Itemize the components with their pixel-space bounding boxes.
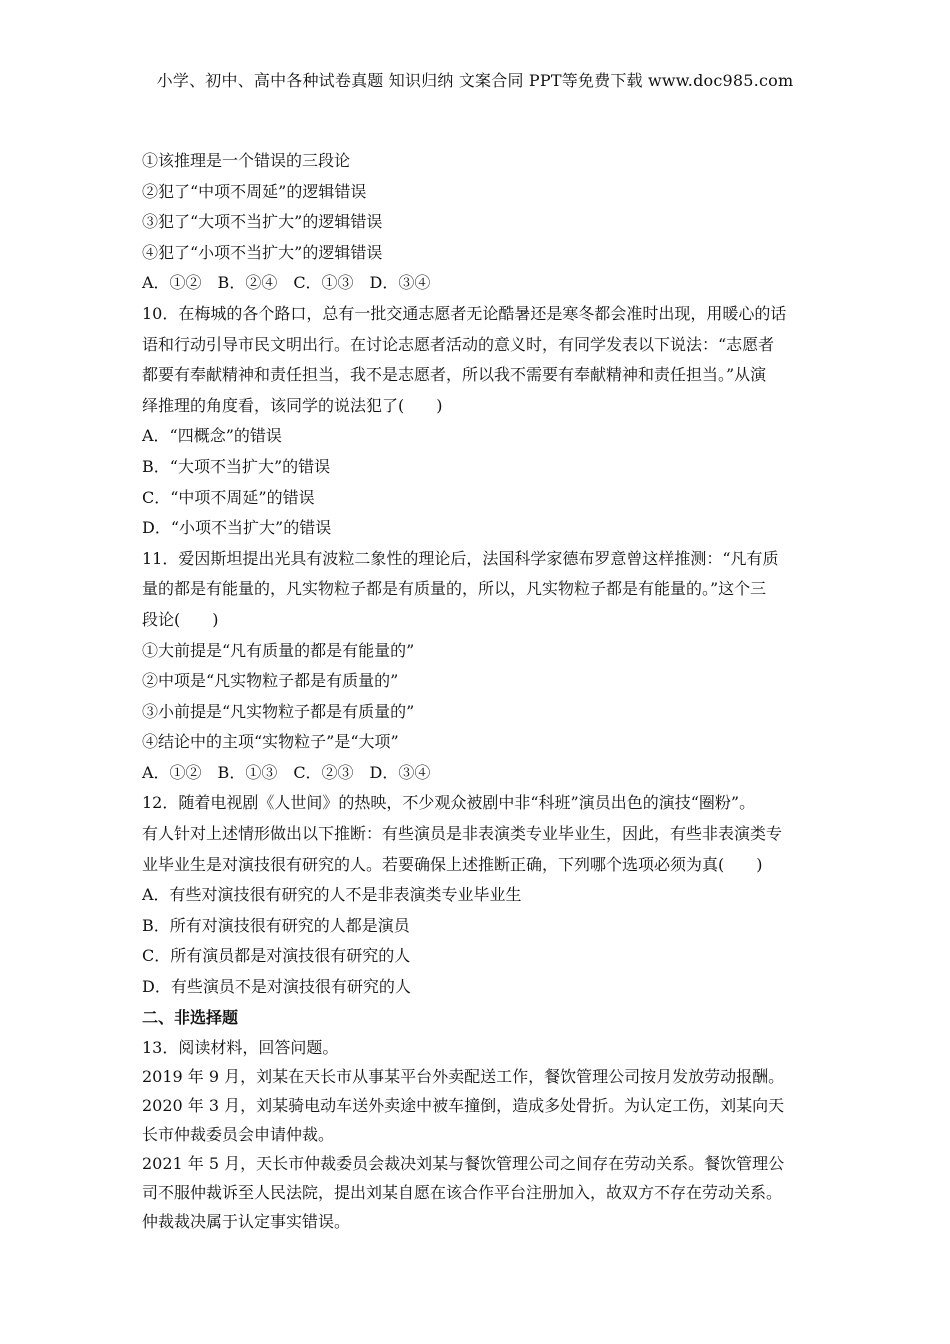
statement-2: ②犯了“中项不周延”的逻辑错误 [142,181,367,201]
section-heading: 二、非选择题 [142,1007,239,1027]
question-stem-line: 10．在梅城的各个路口，总有一批交通志愿者无论酷暑还是寒冬都会准时出现，用暖心的话 [142,303,787,323]
option-a: A．有些对演技很有研究的人不是非表演类专业毕业生 [142,885,522,905]
material-line: 司不服仲裁诉至人民法院，提出刘某自愿在该合作平台注册加入，故双方不存在劳动关系。 [142,1183,783,1203]
exam-content [142,146,812,1236]
option-b: B．所有对演技很有研究的人都是演员 [142,915,410,935]
question-stem-line: 量的都是有能量的，凡实物粒子都是有质量的，所以，凡实物粒子都是有能量的。”这个三 [142,579,767,599]
question-stem-line: 有人针对上述情形做出以下推断：有些演员是非表演类专业毕业生，因此，有些非表演类专 [142,824,783,844]
page-header: 小学、初中、高中各种试卷真题 知识归纳 文案合同 PPT等免费下载 www.doc985.com [156,71,794,90]
statement-1: ①大前提是“凡有质量的都是有能量的” [142,640,415,660]
question-12 [142,788,812,1002]
option-d: D．“小项不当扩大”的错误 [142,518,332,538]
question-11 [142,544,812,789]
statement-1: ①该推理是一个错误的三段论 [142,151,351,170]
statement-3: ③小前提是“凡实物粒子都是有质量的” [142,701,415,721]
question-stem-line: 12．随着电视剧《人世间》的热映，不少观众被剧中非“科班”演员出色的演技“圈粉”。 [142,793,756,813]
question-9-tail [142,146,812,299]
question-stem-line: 11．爱因斯坦提出光具有波粒二象性的理论后，法国科学家德布罗意曾这样推测：“凡有质 [142,548,779,568]
option-d: D．有些演员不是对演技很有研究的人 [142,977,411,997]
material-line: 2020 年 3 月，刘某骑电动车送外卖途中被车撞倒，造成多处骨折。为认定工伤，刘某向天 [142,1096,785,1116]
material-line: 2021 年 5 月，天长市仲裁委员会裁决刘某与餐饮管理公司之间存在劳动关系。餐饮管理公 [142,1154,785,1174]
statement-2: ②中项是“凡实物粒子都是有质量的” [142,671,399,691]
option-b: B．“大项不当扩大”的错误 [142,456,331,476]
answer-choices: A．①② B．①③ C．②③ D．③④ [142,762,431,782]
question-stem: 13．阅读材料，回答问题。 [142,1038,339,1058]
statement-4: ④结论中的主项“实物粒子”是“大项” [142,732,399,752]
question-stem-line: 业毕业生是对演技很有研究的人。若要确保上述推断正确，下列哪个选项必须为真( ) [142,854,763,874]
material-line: 仲裁裁决属于认定事实错误。 [142,1212,351,1232]
answer-choices: A．①② B．②④ C．①③ D．③④ [142,273,431,293]
material-line: 2019 年 9 月，刘某在天长市从事某平台外卖配送工作，餐饮管理公司按月发放劳动报酬。 [142,1067,785,1087]
option-c: C．“中项不周延”的错误 [142,487,315,507]
material-line: 长市仲裁委员会申请仲裁。 [142,1125,335,1145]
question-10 [142,299,812,544]
option-a: A．“四概念”的错误 [142,426,282,446]
question-stem-line: 绎推理的角度看，该同学的说法犯了( ) [142,395,443,415]
statement-3: ③犯了“大项不当扩大”的逻辑错误 [142,212,383,232]
question-stem-line: 语和行动引导市民文明出行。在讨论志愿者活动的意义时，有同学发表以下说法：“志愿者 [142,334,775,354]
question-stem-line: 段论( ) [142,609,219,629]
question-stem-line: 都要有奉献精神和责任担当，我不是志愿者，所以我不需要有奉献精神和责任担当。”从演 [142,365,767,385]
question-13 [142,1033,812,1236]
option-c: C．所有演员都是对演技很有研究的人 [142,946,411,966]
statement-4: ④犯了“小项不当扩大”的逻辑错误 [142,242,383,262]
